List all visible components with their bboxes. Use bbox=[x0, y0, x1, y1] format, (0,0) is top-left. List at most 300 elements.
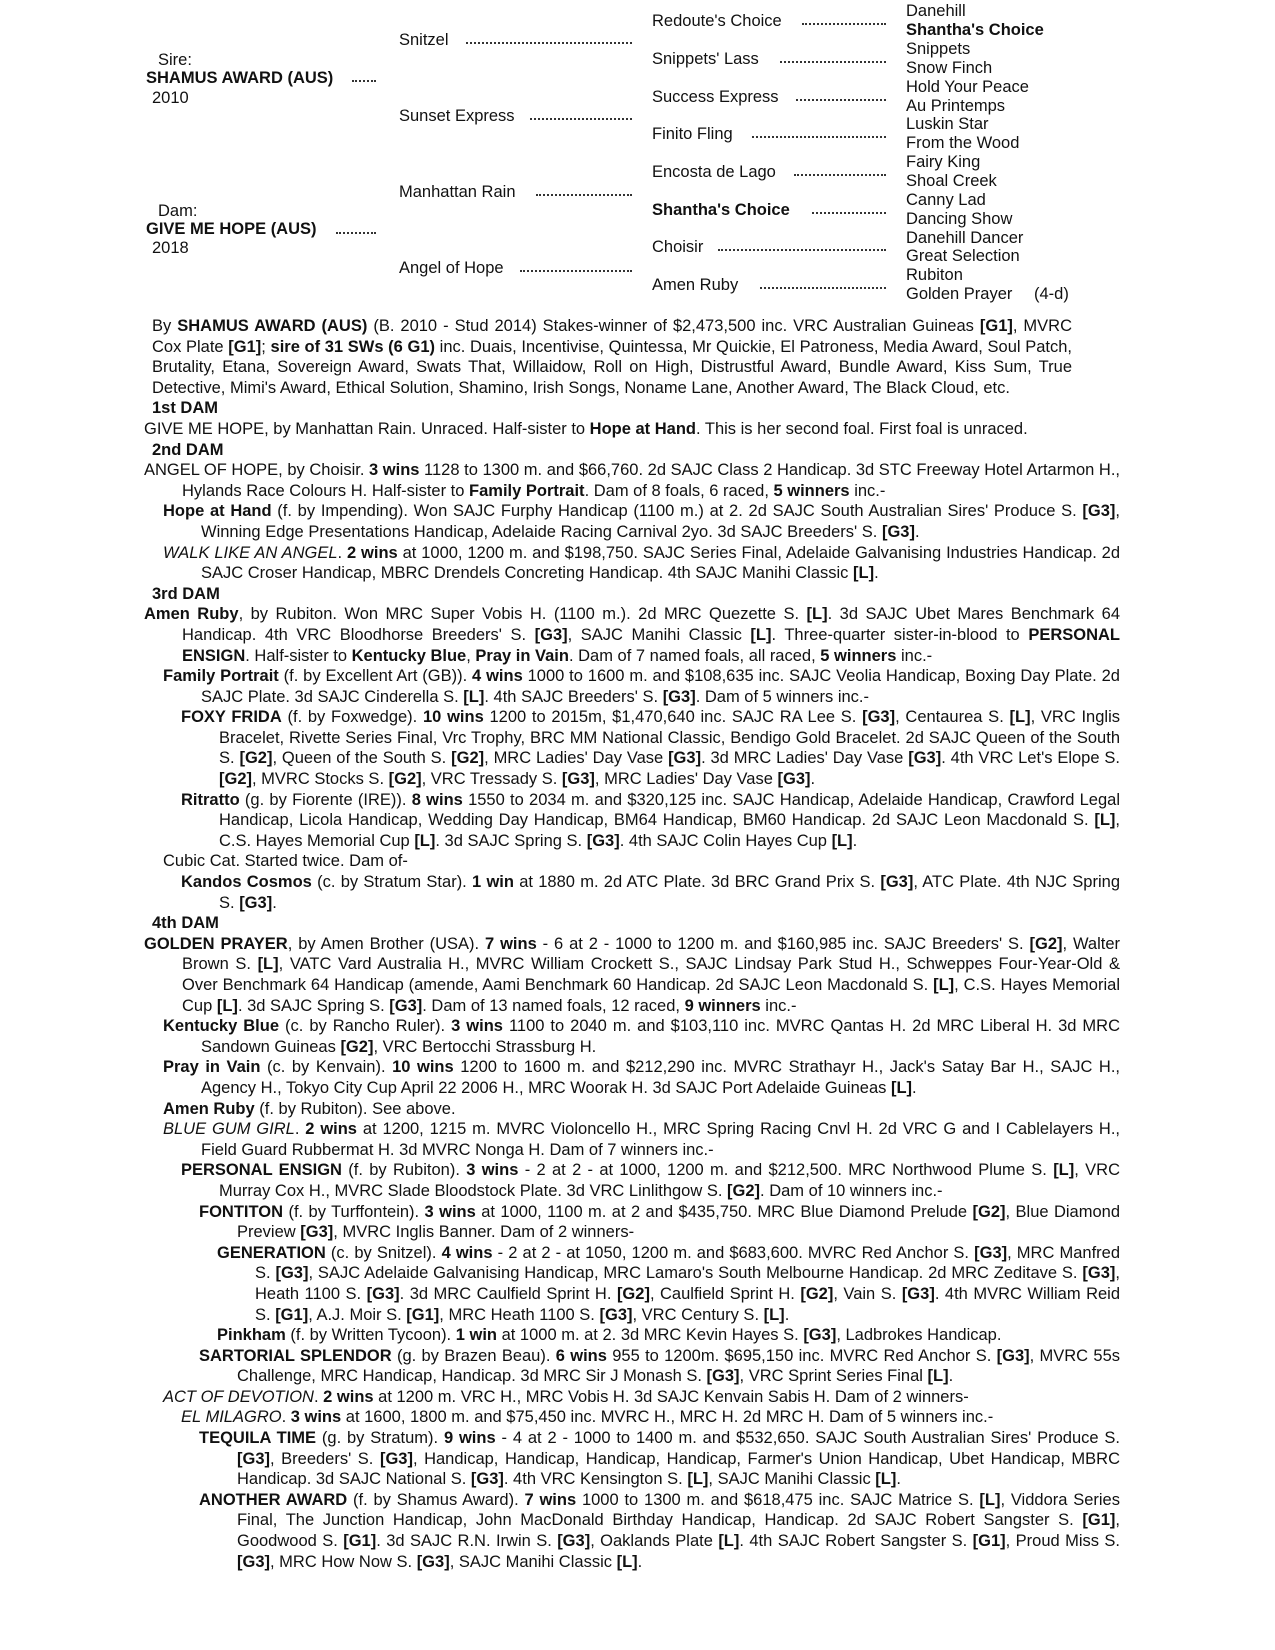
wins-bold: 4 wins bbox=[472, 667, 523, 686]
text-run: . Dam of 7 named foals, all raced, bbox=[568, 646, 821, 665]
gen3-ancestor: Redoute's Choice bbox=[652, 12, 782, 30]
dam3-foxy-paragraph bbox=[181, 707, 1120, 789]
dam4-bluegum-paragraph bbox=[163, 1119, 1120, 1160]
dam4-milagro-paragraph bbox=[181, 1407, 1120, 1428]
connector-dots bbox=[530, 118, 632, 120]
dam-name: GIVE ME HOPE (AUS) bbox=[146, 220, 317, 238]
heading-1st-dam: 1st DAM bbox=[152, 399, 219, 418]
text-run: , VRC Bertocchi Strassburg H. bbox=[373, 1037, 597, 1056]
horse-name-bold: FOXY FRIDA bbox=[181, 708, 282, 727]
grade-badge: [G2] bbox=[1029, 934, 1063, 953]
text-run: 1200 to 2015m, $1,470,640 inc. SAJC RA Lee S. bbox=[483, 708, 863, 727]
dam4-personal-paragraph bbox=[181, 1160, 1120, 1201]
horse-name-bold: GENERATION bbox=[217, 1243, 326, 1262]
grade-badge: [G3] bbox=[366, 1284, 400, 1303]
text-run: , by Amen Brother (USA). bbox=[287, 934, 485, 953]
sire-paragraph bbox=[152, 316, 1072, 398]
text-run: (B. 2010 - Stud 2014) Stakes-winner of $2,473,500 inc. VRC Australian Guineas bbox=[367, 317, 980, 335]
grade-badge: [G3] bbox=[300, 1223, 334, 1242]
horse-name-bold: Family Portrait bbox=[469, 481, 585, 500]
grade-badge: [G3] bbox=[379, 1449, 413, 1468]
connector-dots bbox=[336, 232, 376, 234]
grade-badge: [G1] bbox=[406, 1305, 440, 1324]
text-run: . bbox=[914, 522, 920, 541]
horse-name-bold: ANOTHER AWARD bbox=[199, 1490, 348, 1509]
text-run: , Queen of the South S. bbox=[272, 749, 452, 768]
gen4-ancestor: Hold Your Peace bbox=[906, 78, 1029, 96]
dam4-another-paragraph bbox=[199, 1490, 1120, 1572]
dam4-kentucky-paragraph bbox=[163, 1016, 1120, 1057]
grade-badge: [G3] bbox=[706, 1367, 740, 1386]
gen3-ancestor: Shantha's Choice bbox=[652, 201, 790, 219]
grade-badge: [G3] bbox=[862, 708, 896, 727]
gen4-ancestor: Great Selection bbox=[906, 247, 1020, 265]
gen3-ancestor: Snippets' Lass bbox=[652, 50, 759, 68]
text-run: at 1000, 1100 m. at 2 and $435,750. MRC Blue Diamond Prelude bbox=[475, 1202, 973, 1221]
grade-badge: [G1] bbox=[972, 1532, 1006, 1551]
grade-badge: [G3] bbox=[534, 625, 568, 644]
inbreeding-note: (4-d) bbox=[1034, 285, 1069, 303]
text-run: , A.J. Moir S. bbox=[308, 1305, 407, 1324]
grade-badge: [G3] bbox=[470, 1470, 504, 1489]
horse-name-bold: Kentucky Blue bbox=[351, 646, 467, 665]
gen4-ancestor: Golden Prayer bbox=[906, 285, 1013, 303]
grade-badge: [L] bbox=[616, 1552, 638, 1571]
grade-badge: [G2] bbox=[219, 770, 252, 789]
wins-bold: 3 wins bbox=[369, 461, 420, 480]
text-run: 1100 to 2040 m. and $103,110 inc. MVRC Qantas H. 2d MRC Liberal H. 3d MRC Sandown Guineas bbox=[201, 1017, 1120, 1056]
text-run: , MVRC 55s Challenge, MRC Handicap, Handicap. 3d MRC Sir J Monash S. bbox=[237, 1346, 1121, 1386]
grade-badge: [L] bbox=[890, 1078, 913, 1097]
dam3-amen-paragraph bbox=[144, 604, 1120, 666]
text-run: . bbox=[337, 543, 347, 562]
sire-label: Sire: bbox=[158, 51, 192, 69]
horse-name-bold: Hope at Hand bbox=[589, 419, 697, 438]
text-run: . Dam of 8 foals, 6 raced, bbox=[584, 481, 774, 500]
text-run: . This is her second foal. First foal is unraced. bbox=[696, 419, 1028, 438]
text-run: . bbox=[912, 1078, 917, 1097]
text-run: (g. by Brazen Beau). bbox=[391, 1346, 556, 1365]
connector-dots bbox=[780, 61, 886, 63]
text-run: 1128 to 1300 m. and $66,760. 2d SAJC Class 2 Handicap. 3d STC Freeway Hotel Artarmon H., Hylands Race Colours H. Half-sister to bbox=[182, 461, 1120, 500]
text-run: , SAJC Adelaide Galvanising Handicap, MRC Lamaro's South Melbourne Handicap. 2d MRC Zeditave S. bbox=[308, 1264, 1083, 1283]
sire-stats-bold: sire of 31 SWs (6 G1) bbox=[270, 337, 436, 356]
gen3-ancestor: Encosta de Lago bbox=[652, 163, 776, 181]
horse-name-italic: ACT OF DEVOTION bbox=[163, 1387, 314, 1406]
text-run: inc. Duais, Incentivise, Quintessa, Mr Quickie, El Patroness, Media Award, Soul Patch, Brutality, Etana, Sovereign Award, Swats That, Willaidow, Roll on High, Distrustful Award, Bundle Award, Kiss Sum, True Detective, Mimi's Award, Ethical Solution, Shamino, Irish Songs, Noname Lane, Another Award, The Black Cloud, etc. bbox=[152, 337, 1073, 397]
grade-badge: [G3] bbox=[586, 831, 620, 850]
gen4-ancestor: Snow Finch bbox=[906, 59, 993, 77]
text-run: . bbox=[874, 564, 879, 583]
text-run: , SAJC Manihi Classic bbox=[567, 625, 751, 644]
text-run: . 3d SAJC R.N. Irwin S. bbox=[376, 1532, 558, 1551]
text-run: , ATC Plate. 4th NJC Spring S. bbox=[219, 873, 1120, 912]
heading-4th-dam: 4th DAM bbox=[152, 914, 219, 933]
wins-bold: 10 wins bbox=[422, 708, 484, 727]
dam4-tequila-paragraph bbox=[199, 1428, 1120, 1490]
horse-name-bold: FONTITON bbox=[199, 1202, 284, 1221]
grade-badge: [L] bbox=[414, 831, 436, 850]
grade-badge: [L] bbox=[216, 996, 238, 1015]
text-run: GIVE ME HOPE, by Manhattan Rain. Unraced. Half-sister to bbox=[144, 419, 590, 438]
heading-2nd-dam: 2nd DAM bbox=[152, 440, 224, 459]
wins-bold: 7 wins bbox=[485, 934, 537, 953]
horse-name-italic: WALK LIKE AN ANGEL bbox=[163, 543, 338, 562]
text-run: . 3d MRC Caulfield Sprint H. bbox=[399, 1284, 617, 1303]
gen2-ancestor: Sunset Express bbox=[399, 107, 515, 125]
grade-badge: [G2] bbox=[972, 1202, 1006, 1221]
grade-badge: [L] bbox=[687, 1470, 709, 1489]
grade-badge: [G3] bbox=[996, 1346, 1030, 1365]
text-run: at 1000 m. at 2. 3d MRC Kevin Hayes S. bbox=[497, 1326, 804, 1345]
gen2-ancestor: Manhattan Rain bbox=[399, 183, 516, 201]
grade-badge: [G3] bbox=[1082, 1264, 1116, 1283]
horse-name-bold: PERSONAL ENSIGN bbox=[182, 625, 1120, 665]
text-run: . 4th VRC Let's Elope S. bbox=[941, 749, 1120, 768]
text-run: (c. by Rancho Ruler). bbox=[279, 1017, 452, 1036]
connector-dots bbox=[794, 174, 886, 176]
grade-badge: [G3] bbox=[275, 1264, 309, 1283]
grade-badge: [G2] bbox=[616, 1284, 650, 1303]
text-run: , Proud Miss S. bbox=[1005, 1532, 1120, 1551]
wins-bold: 9 wins bbox=[443, 1429, 496, 1448]
gen3-ancestor: Success Express bbox=[652, 88, 779, 106]
gen3-ancestor: Amen Ruby bbox=[652, 276, 739, 294]
winners-bold: 9 winners bbox=[684, 996, 761, 1015]
text-run: . Half-sister to bbox=[245, 646, 352, 665]
heading-3rd-dam: 3rd DAM bbox=[152, 584, 220, 603]
text-run: . Dam of 13 named foals, 12 raced, bbox=[422, 996, 685, 1015]
text-run: , Oaklands Plate bbox=[590, 1532, 719, 1551]
dam3-cubic-paragraph bbox=[163, 851, 1120, 872]
grade-badge: [G3] bbox=[416, 1552, 450, 1571]
grade-badge: [G2] bbox=[451, 749, 485, 768]
text-run: . 3d SAJC Spring S. bbox=[435, 831, 587, 850]
text-run: , Breeders' S. bbox=[270, 1449, 380, 1468]
winners-bold: 5 winners bbox=[820, 646, 897, 665]
text-run: , MRC Ladies' Day Vase bbox=[594, 770, 778, 789]
gen4-ancestor: Fairy King bbox=[906, 153, 981, 171]
grade-badge: [G1] bbox=[275, 1305, 309, 1324]
text-run: 1000 to 1600 m. and $108,635 inc. SAJC Veolia Handicap, Boxing Day Plate. 2d SAJC Plate. 3d SAJC Cinderella S. bbox=[201, 667, 1120, 706]
gen4-ancestor: Au Printemps bbox=[906, 97, 1006, 115]
wins-bold: 7 wins bbox=[524, 1490, 577, 1509]
text-run: (f. by Impending). Won SAJC Furphy Handicap (1100 m.) at 2. 2d SAJC South Australian Sires' Produce S. bbox=[271, 502, 1083, 521]
wins-bold: 8 wins bbox=[411, 790, 463, 809]
horse-name-bold: Amen Ruby bbox=[144, 605, 239, 624]
text-run: , Handicap, Handicap, Handicap, Handicap, Farmer's Union Handicap, Ubet Handicap, MBRC Handicap. 3d SAJC National S. bbox=[237, 1449, 1121, 1489]
wins-bold: 1 win bbox=[472, 873, 514, 892]
dam3-ritratto-paragraph bbox=[181, 790, 1120, 852]
text-run: (f. by Written Tycoon). bbox=[285, 1326, 456, 1345]
gen4-ancestor: From the Wood bbox=[906, 134, 1020, 152]
grade-badge: [G1] bbox=[228, 337, 262, 356]
text-run: at 1200 m. VRC H., MRC Vobis H. 3d SAJC Kenvain Sabis H. Dam of 2 winners- bbox=[373, 1387, 969, 1406]
connector-dots bbox=[536, 194, 632, 196]
gen4-ancestor: Luskin Star bbox=[906, 115, 989, 133]
horse-name-bold: Family Portrait bbox=[163, 667, 279, 686]
horse-name-bold: GOLDEN PRAYER bbox=[144, 934, 288, 953]
grade-badge: [L] bbox=[257, 955, 279, 974]
gen2-ancestor: Angel of Hope bbox=[399, 259, 504, 277]
text-run: . bbox=[294, 1120, 306, 1139]
grade-badge: [L] bbox=[763, 1305, 785, 1324]
text-run: - 6 at 2 - 1000 to 1200 m. and $160,985 inc. SAJC Breeders' S. bbox=[536, 934, 1030, 953]
text-run: . bbox=[272, 893, 277, 912]
dam4-devotion-paragraph bbox=[163, 1387, 1120, 1408]
text-run: , Heath 1100 S. bbox=[255, 1264, 1120, 1303]
dam4-pinkham-paragraph bbox=[217, 1325, 1120, 1346]
text-run: . bbox=[313, 1387, 324, 1406]
text-run: , Vain S. bbox=[833, 1284, 902, 1303]
text-run: , VRC Inglis Bracelet, Rivette Series Final, Vrc Trophy, BRC MM National Classic, Bendigo Gold Bracelet. 2d SAJC Queen of the South S. bbox=[219, 708, 1120, 768]
wins-bold: 2 wins bbox=[346, 543, 398, 562]
grade-badge: [G3] bbox=[881, 522, 915, 541]
text-run: , by Rubiton. Won MRC Super Vobis H. (1100 m.). 2d MRC Quezette S. bbox=[238, 605, 807, 624]
text-run: inc.- bbox=[760, 996, 797, 1015]
grade-badge: [G3] bbox=[239, 893, 273, 912]
catalogue-body bbox=[144, 316, 1121, 1572]
gen4-ancestor: Canny Lad bbox=[906, 191, 986, 209]
wins-bold: 2 wins bbox=[305, 1120, 357, 1139]
text-run: at 1600, 1800 m. and $75,450 inc. MVRC H., MRC H. 2d MRC H. Dam of 5 winners inc.- bbox=[341, 1408, 994, 1427]
grade-badge: [G3] bbox=[668, 749, 702, 768]
horse-name-italic: BLUE GUM GIRL bbox=[163, 1120, 295, 1139]
text-run: 1000 to 1300 m. and $618,475 inc. SAJC Matrice S. bbox=[576, 1490, 980, 1509]
text-run: , Winning Edge Presentations Handicap, Adelaide Racing Carnival 2yo. 3d SAJC Breeders' S. bbox=[201, 502, 1120, 541]
text-run: , MRC How Now S. bbox=[270, 1552, 417, 1571]
text-run: , C.S. Hayes Memorial Cup bbox=[219, 811, 1120, 850]
text-run: - 2 at 2 - at 1000, 1200 m. and $212,500. MRC Northwood Plume S. bbox=[518, 1161, 1054, 1180]
grade-badge: [G3] bbox=[662, 687, 696, 706]
gen4-ancestor: Danehill Dancer bbox=[906, 229, 1024, 247]
grade-badge: [G3] bbox=[389, 996, 423, 1015]
grade-badge: [L] bbox=[979, 1490, 1001, 1509]
dam3-family-paragraph bbox=[163, 666, 1120, 707]
text-run: at 1000, 1200 m. and $198,750. SAJC Series Final, Adelaide Galvanising Industries Handicap. 2d SAJC Croser Handicap, MBRC Drendels Concreting Handicap. 4th SAJC Manihi Classic bbox=[201, 543, 1121, 583]
grade-badge: [G3] bbox=[561, 770, 595, 789]
dam2-hope-paragraph bbox=[163, 501, 1120, 542]
text-run: (c. by Stratum Star). bbox=[311, 873, 473, 892]
text-run: , MVRC Stocks S. bbox=[252, 770, 389, 789]
connector-dots bbox=[520, 270, 632, 272]
connector-dots bbox=[466, 42, 632, 44]
text-run: (f. by Shamus Award). bbox=[347, 1490, 525, 1509]
dam-label: Dam: bbox=[158, 202, 198, 220]
text-run: - 2 at 2 - at 1050, 1200 m. and $683,600. MVRC Red Anchor S. bbox=[492, 1243, 975, 1262]
text-run: , Centaurea S. bbox=[895, 708, 1010, 727]
text-run: (f. by Excellent Art (GB)). bbox=[278, 667, 473, 686]
grade-badge: [L] bbox=[853, 564, 875, 583]
horse-name-bold: Pray in Vain bbox=[163, 1058, 261, 1077]
dam1-paragraph bbox=[144, 419, 1120, 440]
horse-name-bold: Pinkham bbox=[217, 1326, 286, 1345]
grade-badge: [L] bbox=[831, 831, 853, 850]
horse-name-bold: Pray in Vain bbox=[475, 646, 569, 665]
text-run: inc.- bbox=[896, 646, 933, 665]
horse-name-bold: Kentucky Blue bbox=[163, 1017, 280, 1036]
grade-badge: [L] bbox=[875, 1470, 897, 1489]
text-run: , Goodwood S. bbox=[237, 1511, 1120, 1551]
text-run: . bbox=[637, 1552, 643, 1571]
wins-bold: 3 wins bbox=[466, 1161, 519, 1180]
dam2-angel-paragraph bbox=[144, 460, 1120, 501]
gen3-ancestor: Finito Fling bbox=[652, 125, 733, 143]
text-run: , Caulfield Sprint H. bbox=[649, 1284, 801, 1303]
text-run: , Walter Brown S. bbox=[182, 934, 1121, 974]
text-run: , bbox=[466, 646, 476, 665]
sire-name-bold: SHAMUS AWARD (AUS) bbox=[177, 317, 368, 335]
connector-dots bbox=[352, 80, 376, 82]
grade-badge: [L] bbox=[1053, 1161, 1075, 1180]
text-run: . 3d MRC Ladies' Day Vase bbox=[701, 749, 909, 768]
text-run: , MRC Manfred S. bbox=[255, 1243, 1121, 1283]
grade-badge: [G3] bbox=[777, 770, 811, 789]
text-run: , Ladbrokes Handicap. bbox=[836, 1326, 1002, 1345]
grade-badge: [G1] bbox=[1082, 1511, 1116, 1530]
grade-badge: [L] bbox=[718, 1532, 740, 1551]
wins-bold: 3 wins bbox=[424, 1202, 476, 1221]
connector-dots bbox=[752, 136, 886, 138]
grade-badge: [G3] bbox=[908, 749, 942, 768]
text-run: . bbox=[810, 770, 816, 789]
grade-badge: [L] bbox=[1094, 811, 1116, 830]
text-run: . bbox=[281, 1408, 291, 1427]
grade-badge: [G1] bbox=[343, 1532, 377, 1551]
gen4-ancestor: Danehill bbox=[906, 2, 966, 20]
text-run: . 3d SAJC Ubet Mares Benchmark 64 Handicap. 4th VRC Bloodhorse Breeders' S. bbox=[182, 605, 1120, 644]
grade-badge: [G2] bbox=[239, 749, 273, 768]
text-run: (f. by Rubiton). See above. bbox=[254, 1099, 456, 1118]
connector-dots bbox=[760, 287, 886, 289]
text-run: . 4th SAJC Robert Sangster S. bbox=[739, 1532, 973, 1551]
dam2-walk-paragraph bbox=[163, 543, 1120, 584]
grade-badge: [L] bbox=[750, 625, 772, 644]
text-run: , MRC Heath 1100 S. bbox=[439, 1305, 600, 1324]
sire-year: 2010 bbox=[152, 89, 189, 107]
grade-badge: [G3] bbox=[880, 873, 914, 892]
horse-name-bold: Kandos Cosmos bbox=[181, 873, 312, 892]
grade-badge: [L] bbox=[933, 976, 955, 994]
grade-badge: [G2] bbox=[388, 770, 422, 789]
wins-bold: 1 win bbox=[455, 1326, 497, 1345]
wins-bold: 2 wins bbox=[323, 1387, 374, 1406]
grade-badge: [G2] bbox=[727, 1181, 761, 1200]
text-run: . bbox=[852, 831, 858, 850]
text-run: . bbox=[784, 1305, 790, 1324]
dam-year: 2018 bbox=[152, 239, 189, 257]
text-run: By bbox=[152, 317, 178, 335]
grade-badge: [L] bbox=[463, 687, 485, 706]
grade-badge: [G1] bbox=[979, 317, 1013, 335]
grade-badge: [G3] bbox=[901, 1284, 935, 1303]
grade-badge: [G3] bbox=[803, 1326, 837, 1345]
winners-bold: 5 winners bbox=[773, 481, 850, 500]
text-run: , VRC Murray Cox H., MVRC Slade Bloodstock Plate. 3d VRC Linlithgow S. bbox=[219, 1161, 1120, 1200]
grade-badge: [G3] bbox=[557, 1532, 591, 1551]
text-run: ; bbox=[261, 337, 271, 356]
text-run: (f. by Rubiton). bbox=[341, 1161, 467, 1180]
text-run: 1200 to 1600 m. and $212,290 inc. MVRC Strathayr H., Jack's Satay Bar H., SAJC H., Agency H., Tokyo City Cup April 22 2006 H., MRC Woorak H. 3d SAJC Port Adelaide Guineas bbox=[201, 1058, 1120, 1097]
text-run: . Three-quarter sister-in-blood to bbox=[771, 625, 1029, 644]
text-run: . bbox=[948, 1367, 954, 1386]
wins-bold: 3 wins bbox=[290, 1408, 342, 1427]
gen4-ancestor: Dancing Show bbox=[906, 210, 1013, 228]
text-run: , VRC Sprint Series Final bbox=[739, 1367, 928, 1386]
gen4-ancestor: Rubiton bbox=[906, 266, 963, 284]
text-run: (g. by Fiorente (IRE)). bbox=[239, 790, 412, 809]
text-run: . 4th MVRC William Reid S. bbox=[255, 1284, 1121, 1324]
connector-dots bbox=[802, 23, 886, 25]
text-run: . bbox=[896, 1470, 901, 1489]
horse-name-bold: Amen Ruby bbox=[163, 1099, 255, 1118]
grade-badge: [G3] bbox=[599, 1305, 633, 1324]
dam4-generation-paragraph bbox=[217, 1243, 1120, 1325]
text-run: , SAJC Manihi Classic bbox=[449, 1552, 617, 1571]
text-run: - 4 at 2 - 1000 to 1400 m. and $532,650. SAJC South Australian Sires' Produce S. bbox=[495, 1429, 1121, 1448]
sire-name: SHAMUS AWARD (AUS) bbox=[146, 69, 334, 87]
text-run: , MVRC Cox Plate bbox=[152, 317, 1073, 356]
text-run: , C.S. Hayes Memorial Cup bbox=[182, 976, 1120, 1015]
text-run: (f. by Turffontein). bbox=[283, 1202, 425, 1221]
wins-bold: 3 wins bbox=[451, 1017, 503, 1036]
grade-badge: [G3] bbox=[1082, 502, 1116, 521]
text-run: (c. by Snitzel). bbox=[325, 1243, 442, 1262]
text-run: (g. by Stratum). bbox=[316, 1429, 444, 1448]
wins-bold: 6 wins bbox=[555, 1346, 607, 1365]
grade-badge: [L] bbox=[927, 1367, 949, 1386]
text-run: (f. by Foxwedge). bbox=[281, 708, 423, 727]
dam4-sartorial-paragraph bbox=[199, 1346, 1120, 1387]
connector-dots bbox=[796, 99, 886, 101]
text-run: , MVRC Inglis Banner. Dam of 2 winners- bbox=[333, 1223, 635, 1242]
text-run: , MRC Ladies' Day Vase bbox=[484, 749, 669, 768]
horse-name-italic: EL MILAGRO bbox=[181, 1408, 282, 1427]
text-run: , Viddora Series Final, The Junction Handicap, John MacDonald Birthday Handicap, Handicap. 2d SAJC Robert Sangster S. bbox=[237, 1490, 1120, 1530]
dam3-kandos-paragraph bbox=[181, 872, 1120, 913]
text-run: , Blue Diamond Preview bbox=[237, 1202, 1121, 1242]
gen4-ancestor: Snippets bbox=[906, 40, 971, 58]
connector-dots bbox=[718, 249, 886, 251]
dam4-amen-paragraph bbox=[163, 1099, 1120, 1120]
text-run: , SAJC Manihi Classic bbox=[708, 1470, 876, 1489]
text-run: , VATC Vard Australia H., MVRC William Crockett S., SAJC Lindsay Park Stud H., Schweppes Four-Year-Old & Over Benchmark 64 Handicap (amende, Aami Benchmark 60 Handicap. 2d SAJC Leon Macdonald S. bbox=[182, 955, 1120, 994]
text-run: . Dam of 5 winners inc.- bbox=[695, 687, 869, 706]
gen3-ancestor: Choisir bbox=[652, 238, 704, 256]
horse-name-bold: Hope at Hand bbox=[163, 502, 272, 521]
text-run: . Dam of 10 winners inc.- bbox=[760, 1181, 943, 1200]
text-run: ANGEL OF HOPE, by Choisir. bbox=[144, 461, 369, 480]
dam4-golden-paragraph bbox=[144, 934, 1120, 1016]
grade-badge: [G3] bbox=[237, 1449, 270, 1468]
horse-name-bold: TEQUILA TIME bbox=[199, 1429, 317, 1448]
text-run: 955 to 1200m. $695,150 inc. MVRC Red Anchor S. bbox=[606, 1346, 997, 1365]
text-run: . 4th SAJC Colin Hayes Cup bbox=[619, 831, 832, 850]
text-run: , VRC Tressady S. bbox=[421, 770, 562, 789]
wins-bold: 10 wins bbox=[392, 1058, 454, 1077]
connector-dots bbox=[812, 212, 886, 214]
text-run: at 1880 m. 2d ATC Plate. 3d BRC Grand Prix S. bbox=[513, 873, 881, 892]
text-run: . 4th VRC Kensington S. bbox=[503, 1470, 688, 1489]
text-run: (c. by Kenvain). bbox=[260, 1058, 393, 1077]
grade-badge: [G3] bbox=[974, 1243, 1008, 1262]
text-run: 1550 to 2034 m. and $320,125 inc. SAJC Handicap, Adelaide Handicap, Crawford Legal Handicap, Licola Handicap, Wedding Day Handicap, BM64 Handicap, BM60 Handicap. 2d SAJC Leon Macdonald S. bbox=[219, 790, 1120, 830]
gen4-ancestor: Shoal Creek bbox=[906, 172, 997, 190]
dam4-pray-paragraph bbox=[163, 1057, 1120, 1098]
text-run: Cubic Cat. Started twice. Dam of- bbox=[163, 852, 408, 871]
gen2-ancestor: Snitzel bbox=[399, 31, 449, 49]
horse-name-bold: Ritratto bbox=[181, 790, 240, 809]
